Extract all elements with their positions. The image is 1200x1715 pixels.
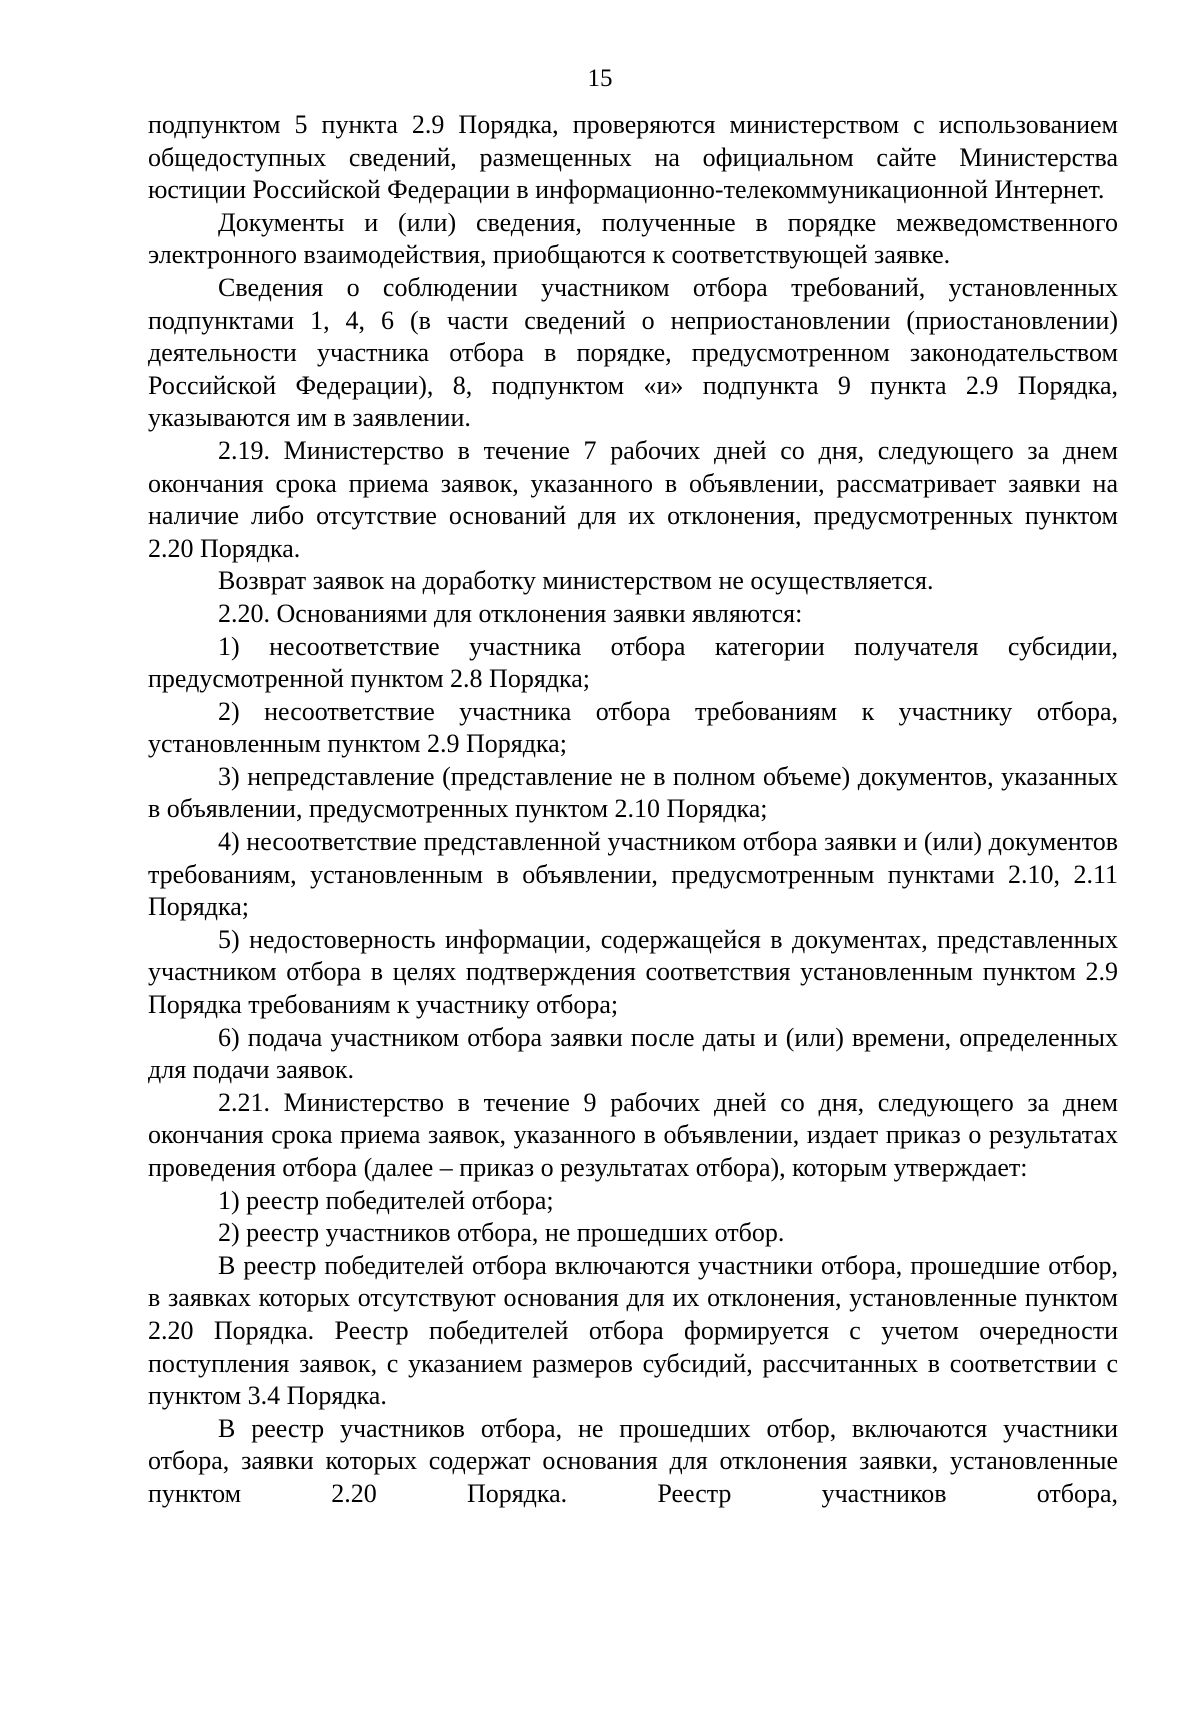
paragraph: Сведения о соблюдении участником отбора требований, установленных подпунктами 1, 4, 6 (в части сведений о неприостановлении (приостановлении) деятельности участника отбора в порядке, предусмотренном законодательством Российской Федерации), 8, подпунктом «и» подпункта 9 пункта 2.9 Порядка, указываются им в заявлении.: [148, 272, 1118, 433]
paragraph: В реестр участников отбора, не прошедших отбор, включаются участники отбора, заявки которых содержат основания для отклонения заявки, установленные пунктом 2.20 Порядка. Реестр участников отбора,: [148, 1413, 1118, 1508]
page-number: 15: [587, 65, 613, 92]
list-item: 2) несоответствие участника отбора требованиям к участнику отбора, установленным пунктом 2.9 Порядка;: [148, 696, 1118, 759]
list-item: 2) реестр участников отбора, не прошедших отбор.: [218, 1218, 785, 1248]
paragraph: Возврат заявок на доработку министерством не осуществляется.: [218, 566, 934, 596]
list-item: 4) несоответствие представленной участником отбора заявки и (или) документов требованиям, установленным в объявлении, предусмотренным пунктами 2.10, 2.11 Порядка;: [148, 827, 1118, 922]
paragraph: 2.19. Министерство в течение 7 рабочих дней со дня, следующего за днем окончания срока приема заявок, указанного в объявлении, рассматривает заявки на наличие либо отсутствие оснований для их отклонения, предусмотренных пунктом 2.20 Порядка.: [148, 435, 1118, 563]
list-item: 1) несоответствие участника отбора категории получателя субсидии, предусмотренной пунктом 2.8 Порядка;: [148, 631, 1118, 694]
list-item: 3) непредставление (представление не в полном объеме) документов, указанных в объявлении, предусмотренных пунктом 2.10 Порядка;: [148, 761, 1118, 824]
list-item: 6) подача участником отбора заявки после даты и (или) времени, определенных для подачи заявок.: [148, 1022, 1118, 1085]
paragraph: 2.21. Министерство в течение 9 рабочих дней со дня, следующего за днем окончания срока приема заявок, указанного в объявлении, издает приказ о результатах проведения отбора (далее – приказ о результатах отбора), которым утверждает:: [148, 1087, 1118, 1182]
document-body: [148, 109, 1118, 1511]
paragraph: подпунктом 5 пункта 2.9 Порядка, проверяются министерством с использованием общедоступных сведений, размещенных на официальном сайте Министерства юстиции Российской Федерации в информационно-телекоммуникационной Интернет.: [148, 110, 1118, 205]
list-item: 1) реестр победителей отбора;: [218, 1185, 554, 1215]
paragraph: 2.20. Основаниями для отклонения заявки являются:: [218, 598, 803, 628]
paragraph: Документы и (или) сведения, полученные в порядке межведомственного электронного взаимодействия, приобщаются к соответствующей заявке.: [148, 207, 1118, 270]
paragraph: В реестр победителей отбора включаются участники отбора, прошедшие отбор, в заявках которых отсутствуют основания для их отклонения, установленные пунктом 2.20 Порядка. Реестр победителей отбора формируется с учетом очередности поступления заявок, с указанием размеров субсидий, рассчитанных в соответствии с пунктом 3.4 Порядка.: [148, 1250, 1118, 1411]
list-item: 5) недостоверность информации, содержащейся в документах, представленных участником отбора в целях подтверждения соответствия установленным пунктом 2.9 Порядка требованиям к участнику отбора;: [148, 924, 1118, 1020]
